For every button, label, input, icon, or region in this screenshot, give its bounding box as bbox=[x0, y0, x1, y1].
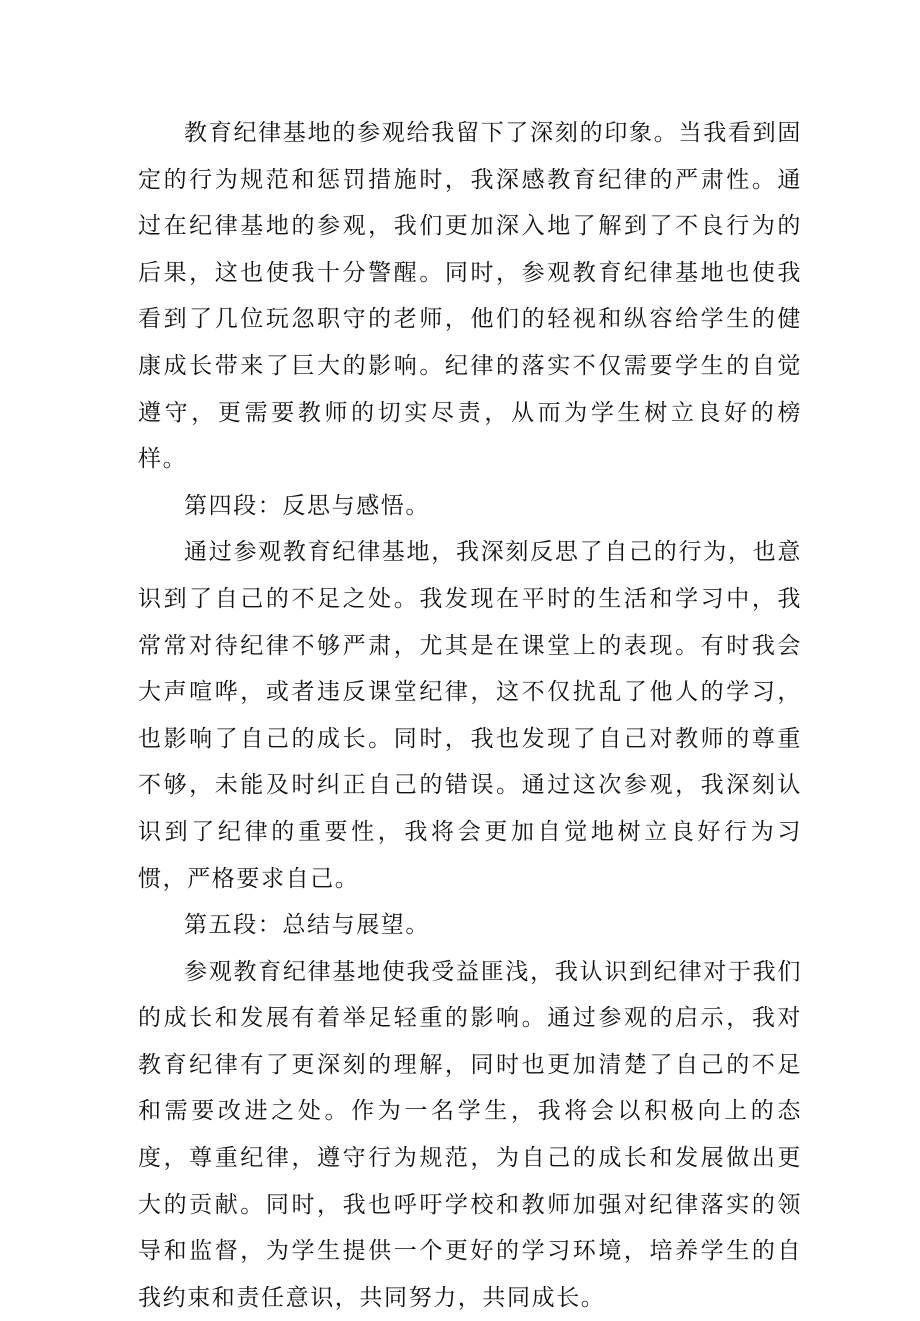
paragraph-body-3: 教育纪律基地的参观给我留下了深刻的印象。当我看到固定的行为规范和惩罚措施时，我深感教育纪律的严肃性。通过在纪律基地的参观，我们更加深入地了解到了不良行为的后果，这也使我十分警醒。同时，参观教育纪律基地也使我看到了几位玩忽职守的老师，他们的轻视和纵容给学生的健康成长带来了巨大的影响。纪律的落实不仅需要学生的自觉遵守，更需要教师的切实尽责，从而为学生树立良好的榜样。 bbox=[138, 120, 802, 473]
section-heading-4: 第四段：反思与感悟。 bbox=[184, 492, 430, 519]
paragraph-body-4: 通过参观教育纪律基地，我深刻反思了自己的行为，也意识到了自己的不足之处。我发现在平时的生活和学习中，我常常对待纪律不够严肃，尤其是在课堂上的表现。有时我会大声喧哗，或者违反课堂纪律，这不仅扰乱了他人的学习，也影响了自己的成长。同时，我也发现了自己对教师的尊重不够，未能及时纠正自己的错误。通过这次参观，我深刻认识到了纪律的重要性，我将会更加自觉地树立良好行为习惯，严格要求自己。 bbox=[138, 539, 802, 892]
document-body bbox=[138, 110, 802, 1321]
paragraph-body-5: 参观教育纪律基地使我受益匪浅，我认识到纪律对于我们的成长和发展有着举足轻重的影响。通过参观的启示，我对教育纪律有了更深刻的理解，同时也更加清楚了自己的不足和需要改进之处。作为一名学生，我将会以积极向上的态度，尊重纪律，遵守行为规范，为自己的成长和发展做出更大的贡献。同时，我也呼吁学校和教师加强对纪律落实的领导和监督，为学生提供一个更好的学习环境，培养学生的自我约束和责任意识，共同努力，共同成长。 bbox=[138, 958, 802, 1311]
section-heading-5: 第五段：总结与展望。 bbox=[184, 912, 430, 939]
